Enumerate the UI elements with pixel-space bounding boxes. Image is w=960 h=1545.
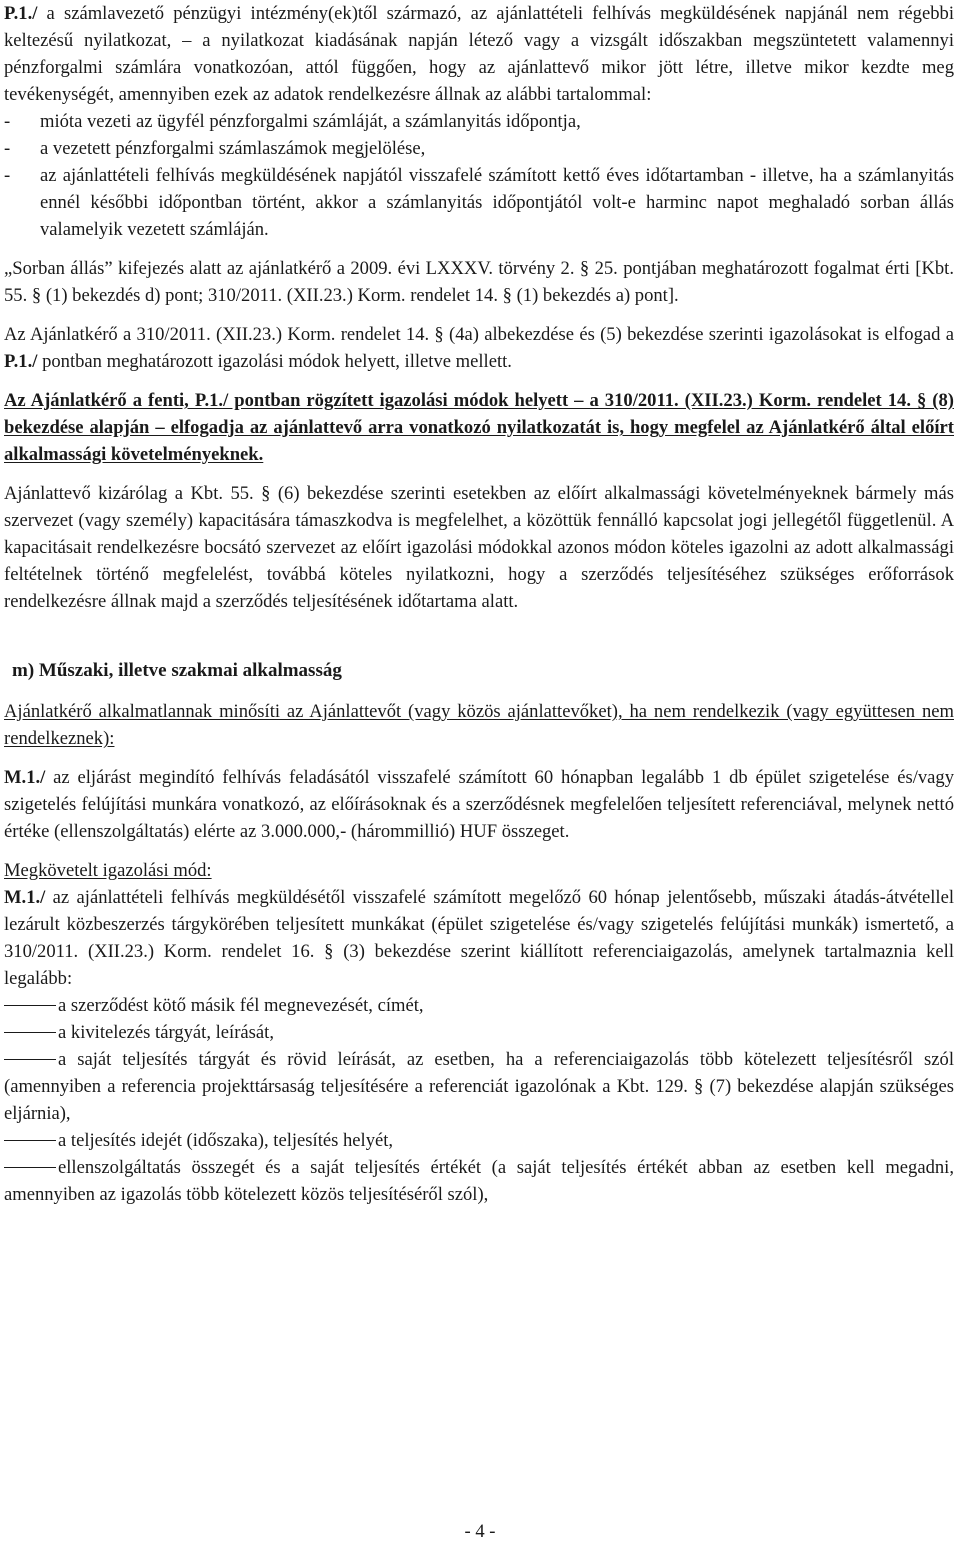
list-item — [4, 1046, 954, 1127]
paragraph-p1 — [4, 0, 954, 108]
list-item-text: ellenszolgáltatás összegét és a saját teljesítés értékét (a saját teljesítés értékét abban az esetben kell megadni, amennyiben az igazolás több kötelezett közös teljesítéséről szól), — [4, 1157, 954, 1205]
spacer — [4, 309, 954, 321]
elfogad-text-before: Az Ajánlatkérő a 310/2011. (XII.23.) Korm. rendelet 14. § (4a) albekezdése és (5) bekezdése szerinti igazolásokat is elfogad a — [4, 324, 954, 345]
dash-mark: - — [4, 138, 11, 159]
list-item — [4, 1019, 954, 1046]
page-content — [4, 0, 954, 1208]
paragraph-m1-proof — [4, 884, 954, 992]
list-item-text: a teljesítés idejét (időszaka), teljesítés helyét, — [58, 1130, 394, 1151]
elfogad-text-after: pontban meghatározott igazolási módok helyett, illetve mellett. — [37, 351, 512, 372]
m1-rule-list — [4, 992, 954, 1208]
long-dash-mark — [4, 1140, 56, 1141]
list-item — [4, 135, 954, 162]
dash-mark: - — [4, 165, 11, 186]
m1-proof-text: az ajánlattételi felhívás megküldésétől visszafelé számított megelőző 60 hónap jelentősebb, műszaki átadás-átvétellel lezárult közbeszerzés tárgykörében teljesített munkákat (épület szigetelése és/vagy szigetelés felújítási munkák) ismertető, a 310/2011. (XII.23.) Korm. rendelet 16. § (3) bekezdése szerint kiállított referenciaigazolás, amelynek tartalmaznia kell legalább: — [4, 887, 954, 989]
subheading-megkovetelt: Megkövetelt igazolási mód: — [4, 860, 212, 881]
list-item — [4, 1154, 954, 1208]
m1-proof-label: M.1./ — [4, 887, 46, 908]
long-dash-mark — [4, 1032, 56, 1033]
paragraph-sorban-allas: „Sorban állás” kifejezés alatt az ajánlatkérő a 2009. évi LXXXV. törvény 2. § 25. pontjában meghatározott fogalmat érti [Kbt. 55. § (1) bekezdés d) pont; 310/2011. (XII.23.) Korm. rendelet 14. § (1) bekezdés a) pont]. — [4, 258, 954, 306]
paragraph-m1 — [4, 764, 954, 845]
paragraph-elfogad — [4, 321, 954, 375]
list-item-text: a kivitelezés tárgyát, leírását, — [58, 1022, 274, 1043]
elfogad-p1-ref: P.1./ — [4, 351, 38, 372]
p1-label: P.1./ — [4, 3, 38, 24]
long-dash-mark — [4, 1167, 56, 1168]
list-item — [4, 1127, 954, 1154]
p1-dash-list — [4, 108, 954, 243]
spacer — [4, 684, 954, 698]
m1-text: az eljárást megindító felhívás feladásától visszafelé számított 60 hónapban legalább 1 db épület szigetelése és/vagy szigetelés felújítási munkára vonatkozó, az előírásoknak és a szerződésnek megfelelően teljesített referenciával, melynek nettó értéke (ellenszolgáltatás) elérte az 3.000.000,- (hárommillió) HUF összeget. — [4, 767, 954, 842]
list-item-text: a vezetett pénzforgalmi számlaszámok megjelölése, — [40, 138, 426, 159]
list-item — [4, 108, 954, 135]
paragraph-fenti-nyilatkozat: Az Ajánlatkérő a fenti, P.1./ pontban rögzített igazolási módok helyett – a 310/2011. (XII.23.) Korm. rendelet 14. § (8) bekezdése alapján – elfogadja az ajánlattevő arra vonatkozó nyilatkozatát is, hogy megfelel az Ajánlatkérő által előírt alkalmassági követelményeknek. — [4, 390, 954, 465]
list-item — [4, 162, 954, 243]
page-number: - 4 - — [464, 1521, 496, 1542]
spacer — [4, 468, 954, 480]
spacer — [4, 845, 954, 857]
spacer — [4, 375, 954, 387]
paragraph-kizarolag: Ajánlattevő kizárólag a Kbt. 55. § (6) bekezdése szerinti esetekben az előírt alkalmassági követelményeknek bármely más szervezet (vagy személy) kapacitására támaszkodva is megfelelhet, a közöttük fennálló kapcsolat jogi jellegétől függetlenül. A kapacitásait rendelkezésre bocsátó szervezet az előírt igazolási módokkal azonos módon köteles igazolni az adott alkalmassági feltételnek történő megfelelést, továbbá köteles nyilatkozni, hogy a szerződés teljesítéséhez szükséges erőforrások rendelkezésre állnak majd a szerződés teljesítésének időtartama alatt. — [4, 483, 954, 612]
p1-text: a számlavezető pénzügyi intézmény(ek)től származó, az ajánlattételi felhívás megküldésének napjánál nem régebbi keltezésű nyilatkozat, – a nyilatkozat kiadásának napján létező vagy a vizsgált időszakban megszüntetett valamennyi pénzforgalmi számlára vonatkozóan, attól függően, hogy az ajánlattevő mikor jött létre, illetve mikor kezdte meg tevékenységét, amennyiben ezek az adatok rendelkezésre állnak az alábbi tartalommal: — [4, 3, 954, 105]
spacer — [4, 752, 954, 764]
long-dash-mark — [4, 1059, 56, 1060]
list-item-text: a saját teljesítés tárgyát és rövid leírását, az esetben, ha a referenciaigazolás több kötelezett teljesítésről szól (amennyiben a referencia projekttársaság teljesítésére a referenciát igazolónak a Kbt. 129. § (7) bekezdése alapján szükséges eljárnia), — [4, 1049, 954, 1124]
list-item — [4, 992, 954, 1019]
paragraph-alkalmatlan: Ajánlatkérő alkalmatlannak minősíti az Ajánlattevőt (vagy közös ajánlattevőket), ha nem rendelkezik (vagy együttesen nem rendelkeznek): — [4, 701, 954, 749]
list-item-text: a szerződést kötő másik fél megnevezését, címét, — [58, 995, 424, 1016]
dash-mark: - — [4, 111, 11, 132]
spacer — [4, 243, 954, 255]
section-heading-m: m) Műszaki, illetve szakmai alkalmasság — [12, 660, 342, 681]
list-item-text: az ajánlattételi felhívás megküldésének napjától visszafelé számított kettő éves időtartamban - illetve, ha a számlanyitás ennél későbbi időpontban történt, akkor a számlanyitás időpontjától volt-e harminc napot meghaladó sorban állás valamelyik vezetett számláján. — [40, 165, 954, 240]
m1-label: M.1./ — [4, 767, 46, 788]
spacer — [4, 615, 954, 657]
list-item-text: mióta vezeti az ügyfél pénzforgalmi számláját, a számlanyitás időpontja, — [40, 111, 581, 132]
long-dash-mark — [4, 1005, 56, 1006]
